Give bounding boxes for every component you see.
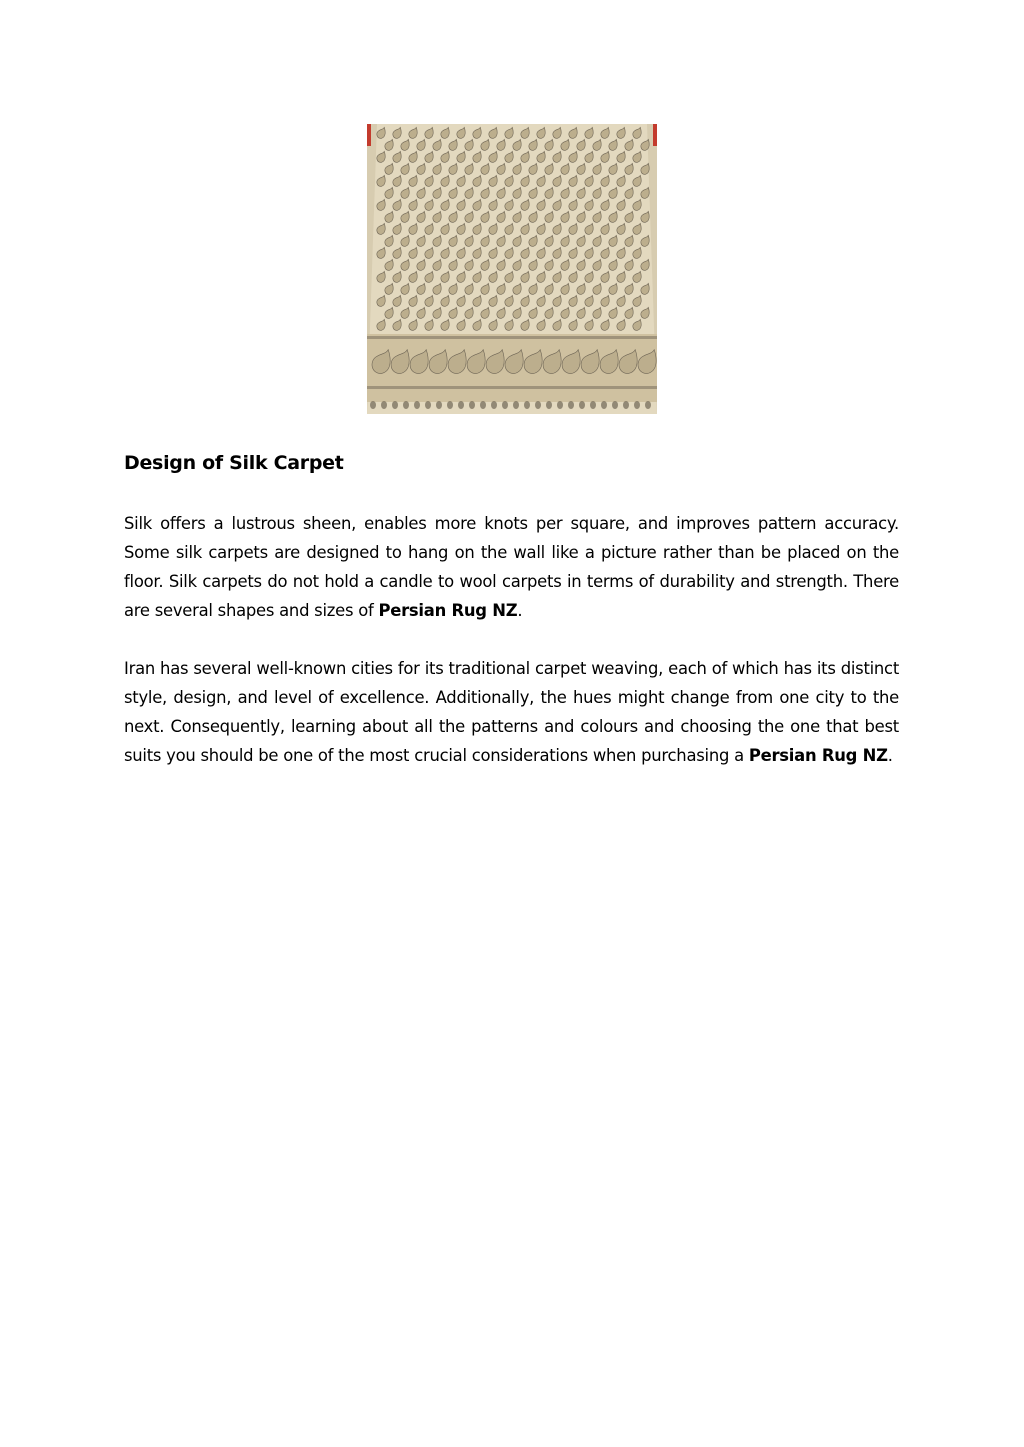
border-line-bottom (367, 386, 657, 389)
fringe-motif (381, 401, 387, 409)
fringe-motif (403, 401, 409, 409)
fringe-motif (414, 401, 420, 409)
paragraph-2-text: Iran has several well-known cities for its traditional carpet weaving, each of which has its distinct style, design, and level of excellence. Additionally, the hues might change from one city to the next. Consequently, learning about all the patterns and colours and choosing the one that best suits you should be one of the most crucial considerations when purchasing a (124, 659, 899, 765)
fringe-motif (447, 401, 453, 409)
section-heading: Design of Silk Carpet (124, 452, 344, 474)
fringe-motif (645, 401, 651, 409)
fringe-motif (568, 401, 574, 409)
rug-edge-right (653, 124, 657, 146)
fringe-motif (425, 401, 431, 409)
paragraph-2-keyword: Persian Rug NZ (748, 746, 888, 765)
paragraph-2-end: . (887, 746, 893, 765)
fringe-motif (491, 401, 497, 409)
fringe-motif (458, 401, 464, 409)
fringe-motif (623, 401, 629, 409)
paragraph-2 (124, 654, 899, 770)
rug-edge-left (367, 124, 371, 146)
paragraph-1 (124, 509, 899, 625)
fringe-motif (392, 401, 398, 409)
silk-carpet-photo (367, 124, 657, 414)
fringe-motif (579, 401, 585, 409)
border-line-top (367, 336, 657, 339)
fringe-motif (634, 401, 640, 409)
paragraph-1-keyword: Persian Rug NZ (378, 601, 518, 620)
fringe-motif (557, 401, 563, 409)
fringe-motif (612, 401, 618, 409)
fringe-motif (590, 401, 596, 409)
silk-carpet-image (367, 124, 657, 414)
fringe-motif (370, 401, 376, 409)
fringe-motif (502, 401, 508, 409)
fringe-motif (601, 401, 607, 409)
fringe-motif (535, 401, 541, 409)
paragraph-1-text: Silk offers a lustrous sheen, enables more knots per square, and improves pattern accuracy. Some silk carpets are designed to hang on the wall like a picture rather than be placed on the floor. Silk carpets do not hold a candle to wool carpets in terms of durability and strength. There are several shapes and sizes of (124, 514, 899, 620)
fringe-motif (469, 401, 475, 409)
fringe-motif (480, 401, 486, 409)
paragraph-1-end: . (517, 601, 523, 620)
fringe-motif (513, 401, 519, 409)
fringe-motif (524, 401, 530, 409)
fringe-motif (436, 401, 442, 409)
fringe-motif (546, 401, 552, 409)
